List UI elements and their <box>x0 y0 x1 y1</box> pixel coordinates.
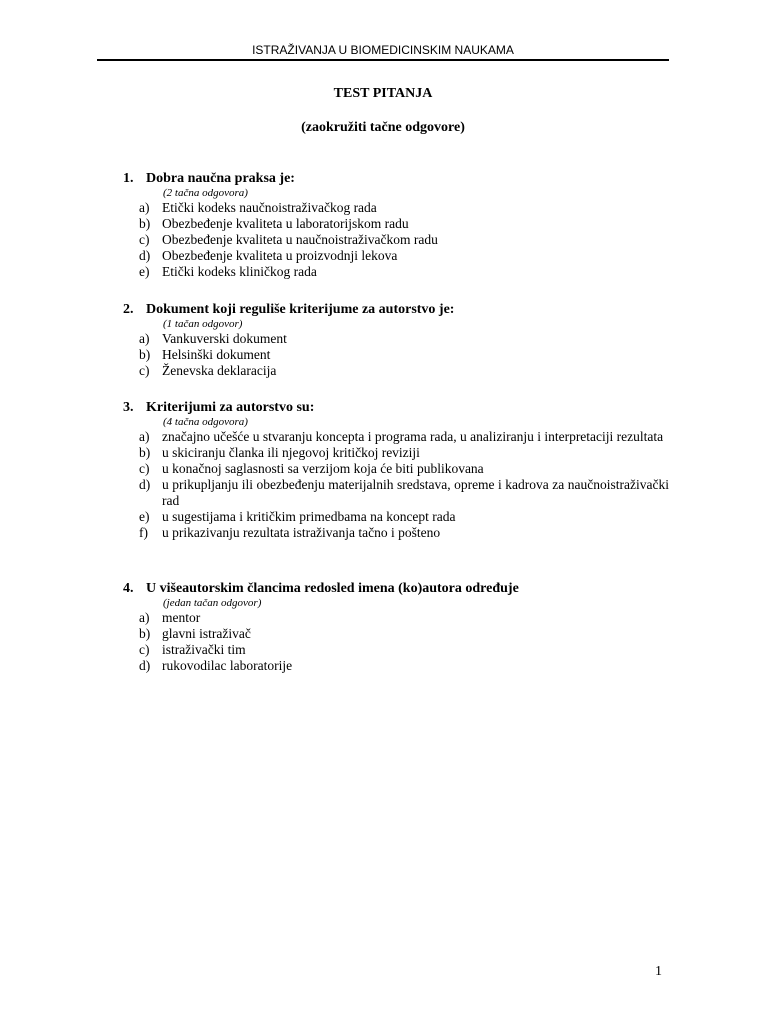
question-number: 4. <box>123 581 134 596</box>
question-text: Kriterijumi za autorstvo su: <box>146 400 315 415</box>
option-text: istraživački tim <box>162 642 246 657</box>
question-text: U višeautorskim člancima redosled imena (ko)autora određuje <box>146 581 519 596</box>
answer-count-note: (4 tačna odgovora) <box>163 416 248 428</box>
option-text: mentor <box>162 610 201 625</box>
option-letter: e) <box>139 264 150 279</box>
answer-option[interactable] <box>139 525 669 541</box>
answer-option[interactable] <box>139 363 669 379</box>
option-text: Obezbeđenje kvaliteta u laboratorijskom radu <box>162 216 409 231</box>
option-text: Helsinški dokument <box>162 347 271 362</box>
answer-option[interactable] <box>139 658 669 674</box>
question-2 <box>123 301 669 379</box>
answer-option[interactable] <box>139 248 669 264</box>
option-text: značajno učešće u stvaranju koncepta i programa rada, u analiziranju i interpretaciji rezultata <box>162 429 664 444</box>
answer-option[interactable] <box>139 347 669 363</box>
answer-option[interactable] <box>139 642 669 658</box>
option-text: Obezbeđenje kvaliteta u naučnoistraživačkom radu <box>162 232 438 247</box>
page-subtitle: (zaokružiti tačne odgovore) <box>301 120 465 135</box>
option-text: u prikazivanju rezultata istraživanja tačno i pošteno <box>162 525 441 540</box>
answer-option[interactable] <box>139 626 669 642</box>
running-header: ISTRAŽIVANJA U BIOMEDICINSKIM NAUKAMA <box>252 43 514 57</box>
question-heading <box>123 170 669 187</box>
option-text: Etički kodeks kliničkog rada <box>162 264 317 279</box>
answer-option[interactable] <box>139 264 669 280</box>
question-1 <box>123 170 669 280</box>
option-text: Ženevska deklaracija <box>162 363 277 378</box>
answer-count-note: (1 tačan odgovor) <box>163 318 243 330</box>
header-divider <box>97 59 669 61</box>
answer-count-note: (jedan tačan odgovor) <box>163 597 262 609</box>
question-number: 3. <box>123 400 134 415</box>
option-letter: d) <box>139 658 151 673</box>
answer-option[interactable] <box>139 200 669 216</box>
question-text: Dobra naučna praksa je: <box>146 171 295 186</box>
page-number: 1 <box>655 964 662 979</box>
option-letter: f) <box>139 525 148 540</box>
answer-option[interactable] <box>139 445 669 461</box>
option-text: glavni istraživač <box>162 626 251 641</box>
option-text: rukovodilac laboratorije <box>162 658 293 673</box>
option-letter: b) <box>139 445 151 460</box>
option-letter: c) <box>139 232 150 247</box>
option-letter: c) <box>139 461 150 476</box>
option-letter: a) <box>139 200 150 215</box>
answer-option[interactable] <box>139 429 669 445</box>
answer-option[interactable] <box>139 216 669 232</box>
answer-option[interactable] <box>139 610 669 626</box>
question-heading <box>123 301 669 318</box>
question-number: 2. <box>123 302 134 317</box>
option-text: u prikupljanju ili obezbeđenju materijalnih sredstava, opreme i kadrova za naučnoistraživački rad <box>162 477 669 508</box>
option-text: Vankuverski dokument <box>162 331 287 346</box>
option-letter: a) <box>139 429 150 444</box>
option-text: u skiciranju članka ili njegovoj kritičkoj reviziji <box>162 445 420 460</box>
answer-option[interactable] <box>139 331 669 347</box>
option-letter: d) <box>139 248 151 263</box>
option-text: Obezbeđenje kvaliteta u proizvodnji lekova <box>162 248 398 263</box>
option-letter: a) <box>139 331 150 346</box>
option-letter: e) <box>139 509 150 524</box>
question-3 <box>123 399 669 541</box>
question-heading <box>123 580 669 597</box>
option-letter: a) <box>139 610 150 625</box>
answer-option[interactable] <box>139 461 669 477</box>
answer-option[interactable] <box>139 509 669 525</box>
answer-option[interactable] <box>139 232 669 248</box>
option-letter: b) <box>139 626 151 641</box>
answer-count-note: (2 tačna odgovora) <box>163 187 248 199</box>
option-letter: c) <box>139 363 150 378</box>
option-text: Etički kodeks naučnoistraživačkog rada <box>162 200 377 215</box>
option-letter: b) <box>139 347 151 362</box>
question-number: 1. <box>123 171 134 186</box>
option-text: u konačnoj saglasnosti sa verzijom koja će biti publikovana <box>162 461 484 476</box>
option-letter: c) <box>139 642 150 657</box>
page-title: TEST PITANJA <box>333 86 433 101</box>
option-letter: d) <box>139 477 151 492</box>
question-text: Dokument koji reguliše kriterijume za autorstvo je: <box>146 302 455 317</box>
option-letter: b) <box>139 216 151 231</box>
question-4 <box>123 580 669 674</box>
option-text: u sugestijama i kritičkim primedbama na koncept rada <box>162 509 456 524</box>
answer-option[interactable] <box>139 477 669 509</box>
question-heading <box>123 399 669 416</box>
